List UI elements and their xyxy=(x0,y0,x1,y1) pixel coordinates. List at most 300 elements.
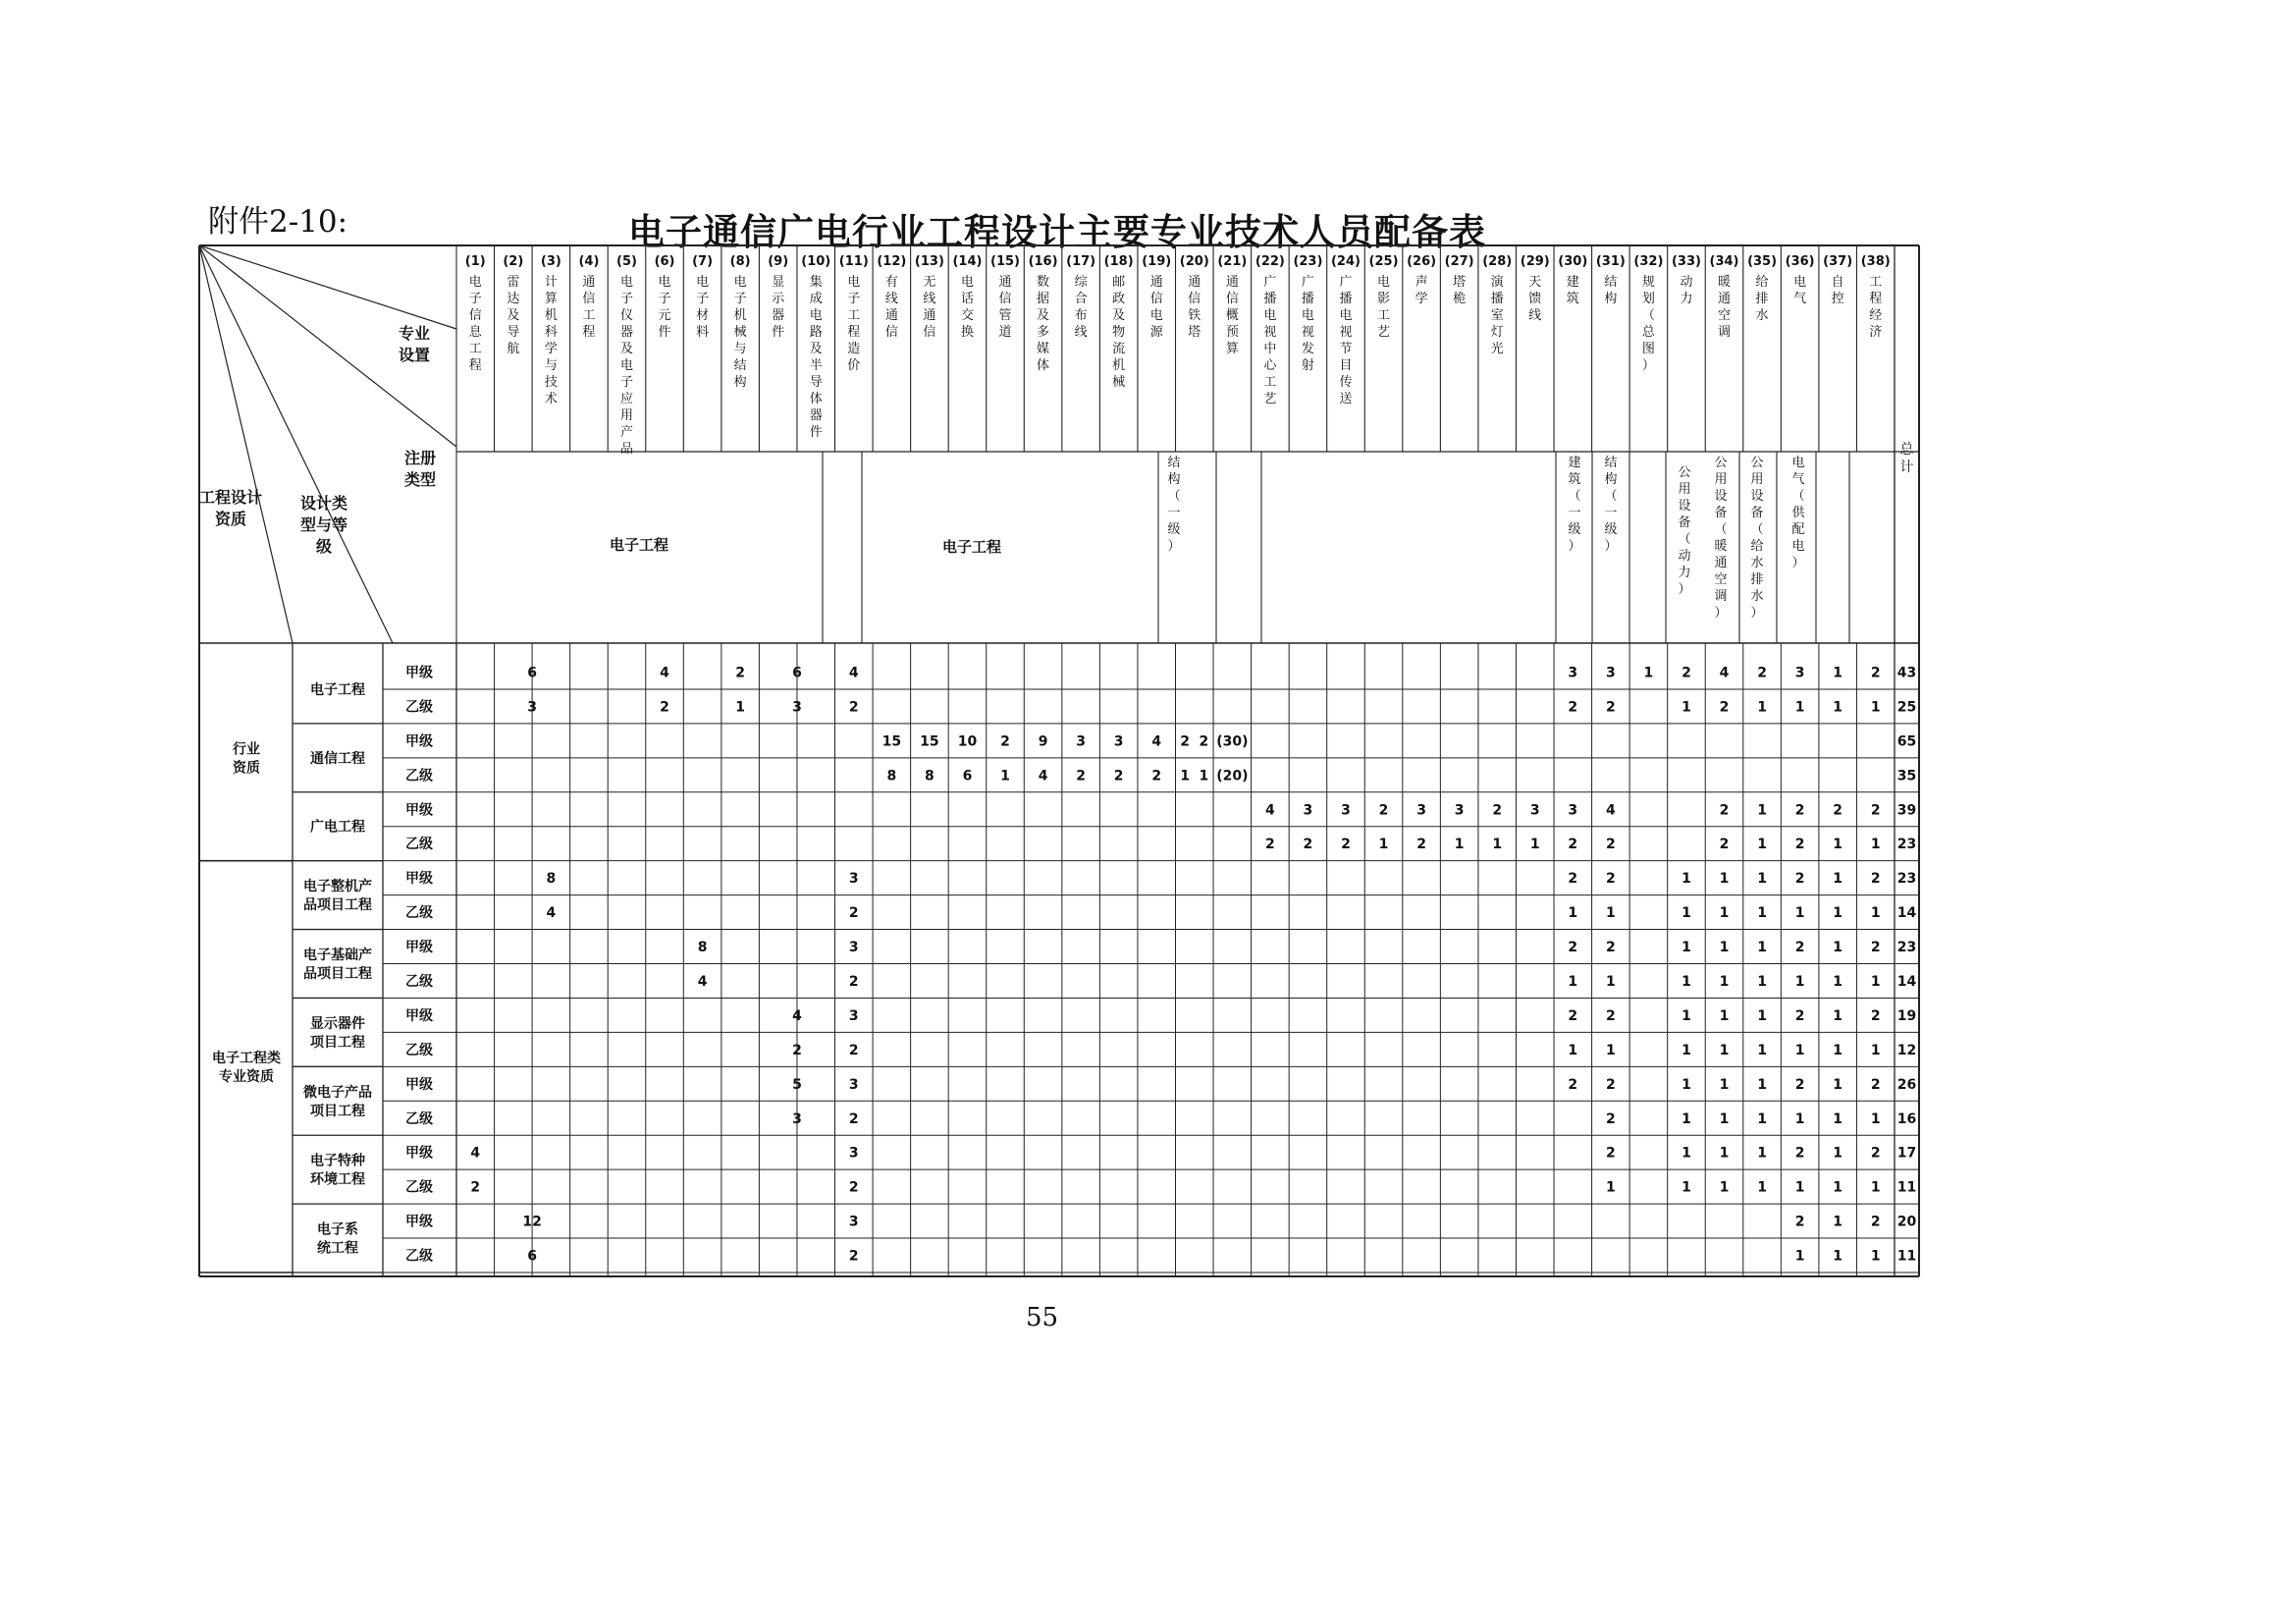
cell-value: 2 xyxy=(1568,871,1578,888)
row-total: 20 xyxy=(1896,1214,1917,1230)
column-name-23: 广播电视发射 xyxy=(1301,275,1314,373)
column-name-28: 演播室灯光 xyxy=(1490,275,1504,356)
column-number: (23) xyxy=(1293,254,1323,269)
cell-value: 3 xyxy=(848,871,859,888)
cell-value: 3 xyxy=(1605,665,1616,681)
cell-value: 2 xyxy=(1568,699,1578,716)
cell-value: 1 xyxy=(1719,1145,1730,1162)
cell-value: 1 xyxy=(1568,973,1578,990)
cell-value: 2 xyxy=(1605,1110,1616,1127)
cell-value: 1 xyxy=(1757,699,1767,716)
cell-value: 2 xyxy=(1719,699,1730,716)
cell-value: 2 xyxy=(848,1042,859,1058)
column-name-22: 广播电视中心工艺 xyxy=(1263,275,1277,406)
cell-value: 1 xyxy=(1000,768,1010,785)
row-total: 23 xyxy=(1896,940,1917,956)
column-name-25: 电影工艺 xyxy=(1377,275,1391,340)
subgroup-label: 电子基础产品项目工程 xyxy=(303,947,372,982)
cell-value: 10 xyxy=(957,733,978,750)
subgroup-label: 电子特种环境工程 xyxy=(310,1153,365,1188)
column-number: (6) xyxy=(654,254,675,269)
cell-value: 2 xyxy=(1794,837,1805,853)
row-total: 25 xyxy=(1896,699,1917,716)
cell-value: 2 xyxy=(1682,665,1691,681)
cell-value: 2 xyxy=(1416,837,1426,853)
cell-value: 2 xyxy=(1568,1076,1578,1093)
cell-value: 2 xyxy=(1303,837,1313,853)
row-total: 11 xyxy=(1896,1179,1917,1196)
cell-value: 1 xyxy=(1719,973,1730,990)
attachment-label: 附件2-10: xyxy=(208,204,348,240)
grade-label: 甲级 xyxy=(405,871,433,888)
cell-value: 1 xyxy=(1794,973,1805,990)
cell-value: 2 xyxy=(1719,802,1730,819)
cell-value: 2 xyxy=(1605,871,1616,888)
cell-value: 1 xyxy=(1378,837,1389,853)
column-number: (38) xyxy=(1860,254,1891,269)
grade-label: 乙级 xyxy=(405,837,433,853)
grade-label: 乙级 xyxy=(405,1042,433,1058)
column-number: (2) xyxy=(503,254,524,269)
cell-value: 5 xyxy=(792,1076,802,1093)
registration-power: 公用设备（动力） xyxy=(1678,465,1691,597)
cell-value: 1 xyxy=(1180,768,1191,785)
cell-value: 1 xyxy=(1870,699,1881,716)
cell-value: 2 xyxy=(848,1179,859,1196)
cell-value: 2 xyxy=(792,1042,802,1058)
column-name-26: 声学 xyxy=(1415,275,1428,306)
cell-value: 1 xyxy=(1682,940,1691,956)
cell-value: 9 xyxy=(1038,733,1048,750)
subgroup-label: 电子系统工程 xyxy=(317,1221,358,1257)
cell-value: (20) xyxy=(1216,768,1249,785)
cell-value: 4 xyxy=(1151,733,1162,750)
column-name-24: 广播电视节目传送 xyxy=(1339,275,1353,406)
cell-value: 2 xyxy=(1794,1076,1805,1093)
grade-label: 乙级 xyxy=(405,1179,433,1196)
column-name-30: 建筑 xyxy=(1566,275,1579,306)
cell-value: 4 xyxy=(792,1007,802,1024)
cell-value: 1 xyxy=(1719,1076,1730,1093)
cell-value: 15 xyxy=(920,733,939,750)
row-total: 17 xyxy=(1896,1145,1917,1162)
subgroup-label: 电子工程 xyxy=(310,681,365,698)
specialty-setting-label: 专业设置 xyxy=(398,324,431,364)
column-name-15: 通信管道 xyxy=(998,275,1012,340)
row-total: 14 xyxy=(1896,905,1917,922)
cell-value: 1 xyxy=(1682,871,1691,888)
cell-value: 1 xyxy=(1682,1076,1691,1093)
column-number: (30) xyxy=(1558,254,1588,269)
column-name-8: 电子机械与结构 xyxy=(733,275,747,390)
cell-value: 2 xyxy=(1870,940,1881,956)
cell-value: 2 xyxy=(1151,768,1162,785)
cell-value: 1 xyxy=(1833,837,1843,853)
row-total: 12 xyxy=(1896,1042,1917,1058)
cell-value: 1 xyxy=(1757,1076,1767,1093)
cell-value: 1 xyxy=(1833,1248,1843,1265)
cell-value: 8 xyxy=(925,768,934,785)
cell-value: 1 xyxy=(1605,973,1616,990)
grade-label: 乙级 xyxy=(405,1248,433,1265)
registration-electronic-1: 电子工程 xyxy=(609,536,669,554)
column-number: (11) xyxy=(838,254,869,269)
cell-value: 2 xyxy=(1605,1145,1616,1162)
cell-value: 2 xyxy=(1605,1007,1616,1024)
row-total: 65 xyxy=(1896,733,1917,750)
cell-value: (30) xyxy=(1216,733,1249,750)
cell-value: 2 xyxy=(1605,699,1616,716)
column-number: (36) xyxy=(1785,254,1815,269)
column-number: (7) xyxy=(692,254,714,269)
cell-value: 3 xyxy=(1303,802,1313,819)
cell-value: 1 xyxy=(1757,1007,1767,1024)
cell-value: 2 xyxy=(1719,837,1730,853)
cell-value: 1 xyxy=(1833,905,1843,922)
cell-value: 1 xyxy=(1794,1042,1805,1058)
row-total: 23 xyxy=(1896,871,1917,888)
cell-value: 8 xyxy=(546,871,557,888)
row-total: 35 xyxy=(1896,768,1917,785)
cell-value: 2 xyxy=(1076,768,1086,785)
cell-value: 1 xyxy=(1454,837,1465,853)
subgroup-label: 微电子产品项目工程 xyxy=(303,1084,372,1119)
cell-value: 1 xyxy=(1794,1110,1805,1127)
qualification-label: 工程设计资质 xyxy=(198,488,263,528)
cell-value: 1 xyxy=(1833,1145,1843,1162)
cell-value: 2 xyxy=(660,699,669,716)
column-name-27: 塔桅 xyxy=(1453,275,1467,306)
grade-label: 乙级 xyxy=(405,1110,433,1127)
cell-value: 2 xyxy=(1180,733,1191,750)
column-name-9: 显示器件 xyxy=(772,275,785,340)
cell-value: 1 xyxy=(1757,1145,1767,1162)
total-header: 总计 xyxy=(1899,442,1914,475)
column-number: (13) xyxy=(914,254,944,269)
cell-value: 4 xyxy=(1719,665,1730,681)
column-number: (12) xyxy=(877,254,907,269)
cell-value: 3 xyxy=(1794,665,1805,681)
cell-value: 1 xyxy=(1794,905,1805,922)
cell-value: 3 xyxy=(1568,802,1578,819)
cell-value: 2 xyxy=(1605,1076,1616,1093)
subgroup-label: 显示器件项目工程 xyxy=(310,1015,365,1051)
cell-value: 1 xyxy=(1794,1179,1805,1196)
cell-value: 1 xyxy=(1870,1042,1881,1058)
cell-value: 1 xyxy=(1719,905,1730,922)
registration-type-label: 注册类型 xyxy=(403,449,437,489)
row-total: 23 xyxy=(1896,837,1917,853)
cell-value: 1 xyxy=(1833,1042,1843,1058)
design-type-grade-label: 设计类型与等级 xyxy=(299,494,348,556)
cell-value: 1 xyxy=(1757,905,1767,922)
cell-value: 2 xyxy=(1757,665,1767,681)
cell-value: 3 xyxy=(1113,733,1124,750)
cell-value: 4 xyxy=(660,665,669,681)
column-number: (22) xyxy=(1255,254,1285,269)
cell-value: 1 xyxy=(1870,1248,1881,1265)
column-number: (19) xyxy=(1142,254,1172,269)
cell-value: 1 xyxy=(1568,1042,1578,1058)
column-name-36: 电气 xyxy=(1793,275,1807,306)
cell-value: 2 xyxy=(1794,1145,1805,1162)
column-name-5: 电子仪器及电子应用产品 xyxy=(619,275,633,457)
column-number: (20) xyxy=(1179,254,1209,269)
column-name-20: 通信铁塔 xyxy=(1188,275,1201,340)
column-name-17: 综合布线 xyxy=(1074,275,1088,340)
column-name-12: 有线通信 xyxy=(884,275,898,340)
header-diagonal xyxy=(199,245,393,643)
cell-value: 2 xyxy=(1870,1214,1881,1230)
grade-label: 甲级 xyxy=(405,665,433,681)
column-number: (26) xyxy=(1407,254,1437,269)
column-number: (35) xyxy=(1747,254,1778,269)
cell-value: 15 xyxy=(881,733,902,750)
cell-value: 2 xyxy=(1605,940,1616,956)
column-number: (25) xyxy=(1368,254,1399,269)
cell-value: 2 xyxy=(1568,940,1578,956)
cell-value: 3 xyxy=(1529,802,1540,819)
cell-value: 1 xyxy=(1719,1007,1730,1024)
column-number: (1) xyxy=(464,254,486,269)
cell-value: 1 xyxy=(1870,973,1881,990)
grade-label: 甲级 xyxy=(405,1214,433,1230)
cell-value: 3 xyxy=(527,699,537,716)
column-name-29: 天馈线 xyxy=(1528,275,1542,323)
cell-value: 1 xyxy=(1199,768,1209,785)
cell-value: 4 xyxy=(697,973,708,990)
column-number: (8) xyxy=(729,254,751,269)
column-number: (37) xyxy=(1823,254,1853,269)
grade-label: 甲级 xyxy=(405,940,433,956)
column-number: (31) xyxy=(1595,254,1626,269)
cell-value: 3 xyxy=(848,1145,859,1162)
registration-electronic-2: 电子工程 xyxy=(941,538,1002,556)
grade-label: 乙级 xyxy=(405,699,433,716)
cell-value: 1 xyxy=(1833,1110,1843,1127)
cell-value: 6 xyxy=(527,1248,537,1265)
cell-value: 1 xyxy=(1757,973,1767,990)
cell-value: 1 xyxy=(1833,665,1843,681)
cell-value: 2 xyxy=(1870,871,1881,888)
page-title: 电子通信广电行业工程设计主要专业技术人员配备表 xyxy=(628,211,1486,253)
cell-value: 2 xyxy=(1378,802,1389,819)
cell-value: 8 xyxy=(697,940,708,956)
cell-value: 1 xyxy=(1870,1179,1881,1196)
cell-value: 1 xyxy=(1719,1042,1730,1058)
page-number: 55 xyxy=(1026,1303,1059,1332)
column-name-11: 电子工程造价 xyxy=(847,275,861,373)
cell-value: 1 xyxy=(1794,1248,1805,1265)
column-name-7: 电子材料 xyxy=(696,275,710,340)
registration-water: 公用设备（给水排水） xyxy=(1750,456,1764,621)
column-name-14: 电话交换 xyxy=(960,275,974,340)
cell-value: 1 xyxy=(1719,1110,1730,1127)
column-name-3: 计算机科学与技术 xyxy=(544,275,558,406)
cell-value: 2 xyxy=(1870,1076,1881,1093)
registration-architecture: 建筑（一级） xyxy=(1568,456,1581,554)
grade-label: 乙级 xyxy=(405,973,433,990)
column-number: (21) xyxy=(1217,254,1248,269)
cell-value: 1 xyxy=(1682,699,1691,716)
cell-value: 1 xyxy=(1605,1179,1616,1196)
column-number: (18) xyxy=(1103,254,1134,269)
cell-value: 1 xyxy=(1568,905,1578,922)
cell-value: 1 xyxy=(1833,1214,1843,1230)
registration-hvac: 公用设备（暖通空调） xyxy=(1714,456,1728,621)
column-name-35: 给排水 xyxy=(1755,275,1769,323)
cell-value: 1 xyxy=(1833,1179,1843,1196)
cell-value: 4 xyxy=(1265,802,1275,819)
cell-value: 2 xyxy=(1794,1007,1805,1024)
grade-label: 甲级 xyxy=(405,733,433,750)
cell-value: 1 xyxy=(1682,1042,1691,1058)
header-diagonal xyxy=(199,245,456,329)
cell-value: 3 xyxy=(1454,802,1465,819)
registration-electrical: 电气（供配电） xyxy=(1791,456,1805,570)
cell-value: 2 xyxy=(848,973,859,990)
grade-label: 乙级 xyxy=(405,905,433,922)
cell-value: 3 xyxy=(792,1110,802,1127)
row-total: 26 xyxy=(1896,1076,1917,1093)
cell-value: 2 xyxy=(1605,837,1616,853)
cell-value: 3 xyxy=(848,1076,859,1093)
column-number: (29) xyxy=(1520,254,1550,269)
cell-value: 2 xyxy=(848,905,859,922)
cell-value: 1 xyxy=(1757,871,1767,888)
subgroup-label: 通信工程 xyxy=(310,750,365,767)
cell-value: 8 xyxy=(886,768,897,785)
column-name-33: 动力 xyxy=(1680,275,1693,306)
cell-value: 2 xyxy=(1113,768,1124,785)
column-name-21: 通信概预算 xyxy=(1225,275,1239,356)
cell-value: 2 xyxy=(1794,871,1805,888)
cell-value: 2 xyxy=(1199,733,1209,750)
cell-value: 1 xyxy=(1682,905,1691,922)
cell-value: 2 xyxy=(848,1110,859,1127)
column-number: (15) xyxy=(990,254,1021,269)
cell-value: 4 xyxy=(546,905,557,922)
cell-value: 2 xyxy=(1265,837,1275,853)
cell-value: 1 xyxy=(1529,837,1540,853)
cell-value: 1 xyxy=(1757,1179,1767,1196)
cell-value: 1 xyxy=(1719,871,1730,888)
cell-value: 2 xyxy=(1341,837,1351,853)
grade-label: 甲级 xyxy=(405,1145,433,1162)
cell-value: 2 xyxy=(1833,802,1843,819)
cell-value: 1 xyxy=(1757,837,1767,853)
column-number: (10) xyxy=(801,254,831,269)
column-number: (32) xyxy=(1633,254,1664,269)
cell-value: 1 xyxy=(1870,837,1881,853)
cell-value: 2 xyxy=(1794,802,1805,819)
cell-value: 3 xyxy=(792,699,802,716)
cell-value: 1 xyxy=(1757,1110,1767,1127)
cell-value: 4 xyxy=(1038,768,1048,785)
cell-value: 1 xyxy=(1719,940,1730,956)
cell-value: 1 xyxy=(1794,699,1805,716)
column-number: (14) xyxy=(952,254,983,269)
group-label: 电子工程类专业资质 xyxy=(212,1050,281,1085)
cell-value: 1 xyxy=(1757,940,1767,956)
row-total: 14 xyxy=(1896,973,1917,990)
cell-value: 1 xyxy=(1682,1179,1691,1196)
cell-value: 1 xyxy=(1719,1179,1730,1196)
cell-value: 1 xyxy=(1833,940,1843,956)
cell-value: 3 xyxy=(1341,802,1351,819)
column-name-19: 通信电源 xyxy=(1149,275,1163,340)
row-total: 11 xyxy=(1896,1248,1917,1265)
column-number: (34) xyxy=(1709,254,1739,269)
grade-label: 乙级 xyxy=(405,768,433,785)
cell-value: 2 xyxy=(1492,802,1503,819)
subgroup-label: 广电工程 xyxy=(310,819,365,836)
cell-value: 1 xyxy=(1682,1007,1691,1024)
cell-value: 2 xyxy=(1568,837,1578,853)
cell-value: 2 xyxy=(470,1179,481,1196)
cell-value: 2 xyxy=(1870,802,1881,819)
column-name-34: 暖通空调 xyxy=(1718,275,1732,340)
cell-value: 6 xyxy=(527,665,537,681)
cell-value: 2 xyxy=(1568,1007,1578,1024)
subgroup-label: 电子整机产品项目工程 xyxy=(303,879,372,914)
column-name-2: 雷达及导航 xyxy=(507,275,520,356)
cell-value: 1 xyxy=(1870,905,1881,922)
column-number: (9) xyxy=(768,254,789,269)
cell-value: 1 xyxy=(1605,1042,1616,1058)
cell-value: 1 xyxy=(1682,973,1691,990)
cell-value: 12 xyxy=(522,1214,542,1230)
cell-value: 2 xyxy=(735,665,746,681)
column-name-6: 电子元件 xyxy=(658,275,671,340)
column-number: (5) xyxy=(616,254,637,269)
cell-value: 4 xyxy=(1605,802,1616,819)
grade-label: 甲级 xyxy=(405,1076,433,1093)
cell-value: 2 xyxy=(848,699,859,716)
cell-value: 1 xyxy=(1833,699,1843,716)
cell-value: 1 xyxy=(735,699,746,716)
cell-value: 6 xyxy=(792,665,802,681)
column-number: (33) xyxy=(1671,254,1701,269)
cell-value: 1 xyxy=(1682,1145,1691,1162)
cell-value: 2 xyxy=(1000,733,1010,750)
column-name-38: 工程经济 xyxy=(1869,275,1883,340)
cell-value: 1 xyxy=(1492,837,1503,853)
column-name-1: 电子信息工程 xyxy=(468,275,482,373)
cell-value: 2 xyxy=(1870,1145,1881,1162)
cell-value: 1 xyxy=(1833,1076,1843,1093)
cell-value: 1 xyxy=(1757,1042,1767,1058)
cell-value: 1 xyxy=(1757,802,1767,819)
column-name-31: 结构 xyxy=(1604,275,1618,306)
grade-label: 甲级 xyxy=(405,802,433,819)
registration-structure: 结构（一级） xyxy=(1604,456,1618,554)
cell-value: 6 xyxy=(962,768,973,785)
cell-value: 2 xyxy=(1870,665,1881,681)
column-number: (17) xyxy=(1066,254,1096,269)
column-number: (24) xyxy=(1330,254,1361,269)
column-number: (4) xyxy=(578,254,600,269)
column-number: (28) xyxy=(1482,254,1513,269)
column-name-18: 邮政及物流机械 xyxy=(1112,275,1126,390)
row-total: 19 xyxy=(1896,1007,1917,1024)
cell-value: 1 xyxy=(1643,665,1654,681)
grade-label: 甲级 xyxy=(405,1007,433,1024)
column-name-4: 通信工程 xyxy=(582,275,596,340)
column-name-13: 无线通信 xyxy=(923,275,936,340)
cell-value: 1 xyxy=(1833,973,1843,990)
header-diagonal xyxy=(199,245,293,643)
